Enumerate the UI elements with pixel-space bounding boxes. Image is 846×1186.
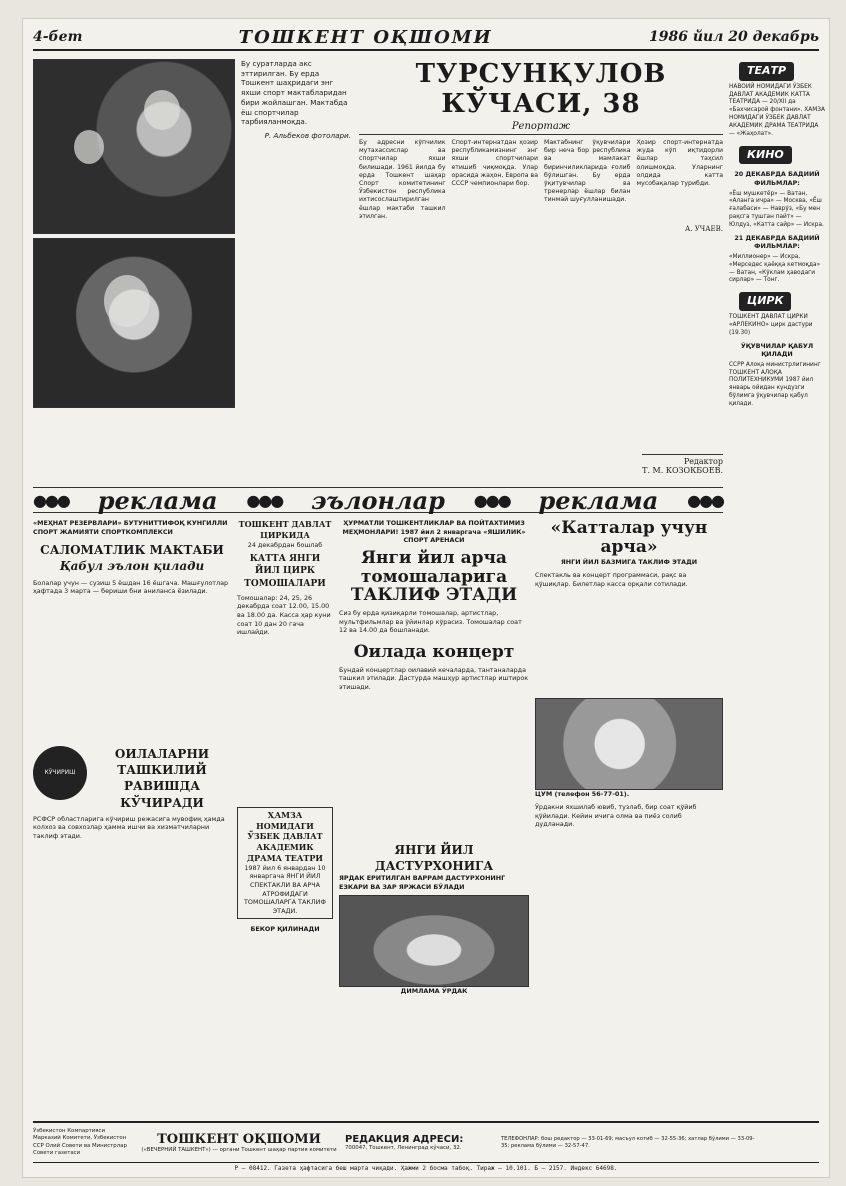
ad-relocation-title: ОИЛАЛАРНИ ТАШКИЛИЙ РАВИШДА КЎЧИРАДИ [114, 746, 210, 810]
ad-column-2 [237, 519, 333, 933]
footer-phones: ТЕЛЕФОНЛАР: бош редактор — 33-01-69; масъул котиб — 32-55-36; хатлар бўлими — 33-09-35; реклама бўлими — 32-57-47. [501, 1135, 755, 1149]
school-text: ССРР Алоқа министрлигининг ТОШКЕНТ АЛОҚА ПОЛИТЕХНИКУМИ 1987 йил январь ойидан кундузги бўлимга ўқувчилар қабул қилади. [729, 361, 821, 407]
photo-column [33, 59, 235, 409]
right-column [729, 59, 825, 1119]
ad-adults-body: Спектакль ва концерт программаси, рақс ва қўшиқлар. Билетлар касса орқали сотилади. [535, 571, 688, 588]
ad-school-announce: Қабул эълон қилади [59, 559, 205, 574]
footer-newspaper-name: ТОШКЕНТ ОҚШОМИ [157, 1132, 321, 1147]
cinema-heading-2: 21 ДЕКАБРДА БАДИИЙ ФИЛЬМЛАР: [734, 233, 820, 251]
page-number: 4-бет [33, 29, 83, 45]
banner-word-left: реклама [97, 485, 218, 515]
footer [33, 1121, 819, 1163]
ad-store-caption: ЦУМ (телефон 56-77-01). [535, 790, 630, 799]
imprint: Р — 08412. Газета ҳафтасига беш марта чиқади. Ҳажми 2 босма табоқ. Тираж — 10.101. Б — 2157. Индекс 64698. [234, 1165, 618, 1172]
cinema-heading: 20 ДЕКАБРДА БАДИИЙ ФИЛЬМЛАР: [734, 170, 820, 188]
newspaper-title: ТОШКЕНТ ОҚШОМИ [238, 26, 493, 48]
relocation-logo-icon: КЎЧИРИШ [33, 746, 87, 800]
ad-column-3 [339, 519, 529, 996]
ad-adults-title: «Катталар учун арча» [550, 518, 708, 557]
dish-photo [339, 895, 529, 987]
feature-headline: ТУРСУНҚУЛОВ КЎЧАСИ, 38 [415, 59, 667, 119]
ad-arena-body: Сиз бу ерда қизиқарли томошалар, артистлар, мультфильмлар ва ўйинлар кўрасиз. Томошалар соат 12 ва 14.00 да бошланади. [339, 608, 522, 635]
feature-area [33, 59, 723, 479]
ad-sportcomplex-org: «МЕҲНАТ РЕЗЕРВЛАРИ» БУТУНИТТИФОҚ КУНГИЛЛИ СПОРТ ЖАМИЯТИ СПОРТКОМПЛЕКСИ [33, 519, 228, 536]
ads-section [33, 519, 723, 1115]
article-column-4: Ҳозир спорт-интернатда жуда кўп иқтидорли ёшлар таҳсил олишмоқда. Уларнинг олдида катта мусобақалар турибди. [636, 139, 723, 187]
banner-word-center: эълонлар [311, 485, 445, 515]
ad-circus-body: Томошалар: 24, 25, 26 декабрда соат 12.00, 15.00 ва 18.00 да. Касса ҳар куни соат 10 дан 20 гача ишлайди. [237, 593, 331, 637]
ad-school-title: САЛОМАТЛИК МАКТАБИ [40, 543, 224, 558]
ad-relocation-body: РСФСР областларига кўчириш режасига мувофиқ ҳамда колхоз ва совхозлар ҳамма ишчи ва хизматчиларни таклиф этади. [33, 814, 225, 840]
article-columns [359, 139, 723, 221]
ad-cancel-note: БЕКОР ҚИЛИНАДИ [250, 924, 320, 933]
article-column-1: Бу адресни кўпчилик мутахассислар ва спортчилар яхши билишади. 1961 йилда бу ерда Тошкент шаҳар Спорт комитетининг Ўзбекистон республика ихтисослаштирилган ёшлар мактаби ташкил этилган. [359, 139, 446, 220]
ad-theatre-title: ҲАМЗА НОМИДАГИ ЎЗБЕК ДАВЛАТ АКАДЕМИК ДРАМА ТЕАТРИ [247, 809, 323, 864]
editor-name: Т. М. КОЗОКБОЕВ. [642, 466, 723, 475]
ads-banner: ●●● реклама ●●● эълонлар ●●● реклама ●●● [33, 485, 723, 515]
ad-relocation [33, 746, 231, 841]
article-author: А. УЧАЕВ. [684, 224, 723, 233]
ad-column-1 [33, 519, 231, 841]
editor-block [642, 454, 723, 475]
cinema-listings: «Ёш мушкетёр» — Ватан, «Аланга ичра» — Москва, «Ёш ғалабаси» — Наврўз, «Бу мен рақсга тушган пайт» — Юлдуз, «Катта сайр» — Искра. [729, 190, 824, 228]
ad-dish-title: ЯНГИ ЙИЛ ДАСТУРХОНИГА [374, 842, 494, 873]
feature-photo-top [33, 59, 235, 234]
feature-article [359, 59, 723, 233]
footer-title-block [139, 1132, 339, 1153]
ad-concert-body: Бундай концертлар оилавий кечаларда, тантаналарда ташкил этилади. Дастурда машҳур артистлар иштирок этишади. [339, 665, 529, 691]
issue-date: 1986 йил 20 декабрь [648, 29, 819, 45]
feature-photo-bottom [33, 238, 235, 408]
ad-recipe-body: Ўрдакни яхшилаб ювиб, тузлаб, бир соат қўйиб қўйилади. Кейин ичига олма ва пиёз солиб дудланади. [535, 802, 697, 829]
sidebar-paragraph: Бу суратларда акс эттирилган. Бу ерда Тошкент шаҳридаги энг яхши спорт мактабларидан бири жойлашган. Мактабда ёш спортчилар тарбияланмоқда. [241, 59, 348, 127]
feature-rubric: Репортаж [359, 121, 723, 135]
ad-arena-top: ҲУРМАТЛИ ТОШКЕНТЛИКЛАР ВА ПОЙТАХТИМИЗ МЕҲМОНЛАРИ! 1987 йил 2 январгача «ЯШИЛИК» СПОРТ АРЕНАСИ [342, 519, 526, 545]
theatre-listings: НАВОИЙ НОМИДАГИ ЎЗБЕК ДАВЛАТ АКАДЕМИК КАТТА ТЕАТРИДА — 20/XII да «Бахчисарой фонтани». ХАМЗА НОМИДАГИ ЎЗБЕК ДАВЛАТ АКАДЕМИК ДРАМА ТЕАТРИДА — «Жаҳолат». [729, 83, 825, 137]
footer-address-block [345, 1134, 495, 1151]
photo-credit: Р. Альбеков фотолари. [264, 131, 351, 141]
photo-sidebar-text [241, 59, 351, 141]
ad-adults-subtitle: ЯНГИ ЙИЛ БАЗМИГА ТАКЛИФ ЭТАДИ [560, 558, 698, 567]
ad-concert-title: Оилада концерт [353, 641, 515, 662]
footer-publisher: Ўзбекистон Компартияси Марказий Комитети, Ўзбекистон ССР Олий Совети ва Министрлар Совети газетаси [33, 1128, 127, 1156]
ad-theatre-box [237, 807, 333, 919]
ad-circus-title: КАТТА ЯНГИ ЙИЛ ЦИРК ТОМОШАЛАРИ [244, 554, 326, 589]
cinema-tag: КИНО [739, 146, 792, 165]
ad-circus-org: ТОШКЕНТ ДАВЛАТ ЦИРКИДА [238, 519, 332, 540]
editor-label: Редактор [683, 457, 723, 466]
ad-dish-sub: ЯРДАК ЕРИТИЛГАН ВАРРАМ ДАСТУРХОНИНГ ЕЗКАРИ ВА ЗАР ЯРЖАСИ БЎЛАДИ [339, 873, 506, 891]
store-photo [535, 698, 723, 790]
theatre-tag: ТЕАТР [739, 62, 794, 81]
article-column-2: Спорт-интернатдан ҳозир республикамизнинг энг яхши спортчилари етишиб чиқмоқда. Улар орасида жаҳон, Европа ва СССР чемпионлари бор. [451, 139, 538, 187]
ad-dish-caption: ДИМЛАМА ЎРДАК [400, 987, 468, 996]
newspaper-page [22, 18, 830, 1178]
footer-address-label: РЕДАКЦИЯ АДРЕСИ: [345, 1134, 464, 1145]
ad-school-body: Болалар учун — сузиш 5 ёшдан 16 ёшгача. Машғулотлар ҳафтада 3 марта — бериши бни аниланса ёзилади. [33, 578, 229, 596]
ad-arena-title: Янги йил арча томошаларига ТАКЛИФ ЭТАДИ [350, 547, 518, 606]
school-heading: ЎҚУВЧИЛАР ҚАБУЛ ҚИЛАДИ [740, 341, 814, 359]
cinema-listings-2: «Миллионер» — Искра, «Мерседес қаёққа кетмоқда» — Ватан, «Кўклам ҳаводаги сирлар» — Тонг. [729, 254, 821, 284]
article-column-3: Мактабнинг ўқувчилари бир неча бор республика ва мамлакат биринчиликларида ғолиб бўлишган. Бу ерда ўқитувчилар ва тренерлар ёшлар билан тинмай шуғулланишади. [544, 139, 631, 204]
footer-address: 700047, Тошкент, Ленинград кўчаси, 32. [345, 1145, 462, 1151]
masthead [33, 25, 819, 51]
ad-column-4 [535, 519, 723, 829]
ad-circus-dates: 24 декабрдан бошлаб [247, 540, 323, 549]
ad-theatre-body: 1987 йил 6 январдан 10 январгача ЯНГИ ЙИЛ СПЕКТАКЛИ ВА АРЧА АТРОФИДАГИ ТОМОШАЛАРГА ТАКЛИФ ЭТАДИ. [244, 863, 326, 916]
circus-listing: ТОШКЕНТ ДАВЛАТ ЦИРКИ «АРЛЕКИНО» цирк дастури (19.30) [729, 314, 813, 336]
banner-word-right: реклама [538, 485, 659, 515]
footer-organ: («ВЕЧЕРНИЙ ТАШКЕНТ») — органи Тошкент шаҳар партия комитети [141, 1147, 337, 1153]
circus-tag: ЦИРК [739, 292, 791, 311]
